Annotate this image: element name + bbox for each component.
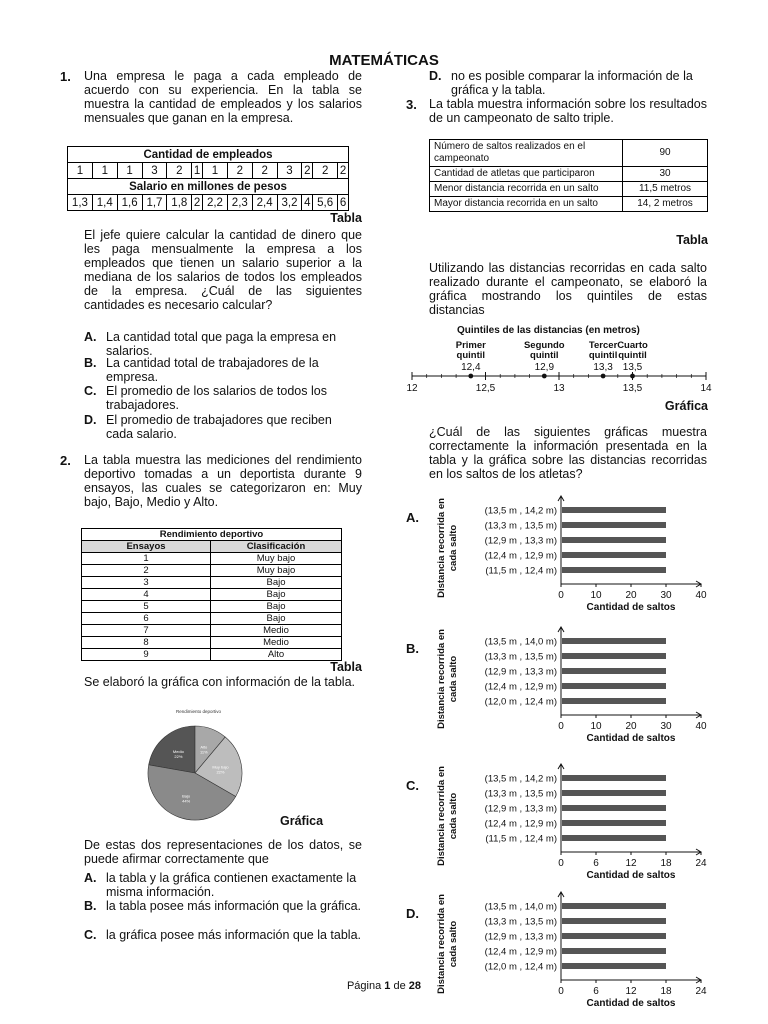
x-tick-label: 30 [660, 590, 672, 601]
category-label: (12,4 m , 12,9 m) [484, 946, 557, 958]
page-footer [0, 980, 768, 992]
answer-option [84, 928, 362, 942]
pie-chart [140, 703, 280, 828]
slice-label: Alto [200, 744, 208, 750]
answer-option [84, 356, 362, 384]
quintile-name-part: Segundo [523, 340, 565, 351]
table-cell: 1,4 [92, 195, 117, 211]
bar [562, 820, 666, 826]
category-label: (13,5 m , 14,0 m) [484, 901, 557, 913]
y-axis-title-group [436, 894, 459, 994]
table-row [430, 167, 708, 182]
table-cell: Mayor distancia recorrida en un salto [430, 197, 623, 212]
question-stem: La tabla muestra información sobre los resultados de un campeonato de salto triple. [429, 97, 707, 125]
table-caption: Tabla [330, 211, 362, 225]
table-header: Salario en millones de pesos [68, 179, 349, 195]
table-cell: Medio [211, 625, 342, 637]
table-cell: Muy bajo [211, 553, 342, 565]
point-label: 13,5 [622, 362, 643, 373]
quintile-name [524, 340, 565, 361]
quintile-name-part: Tercer [588, 340, 618, 351]
bar [562, 683, 666, 689]
category-label: (13,5 m , 14,2 m) [484, 773, 557, 785]
table-cell: 1,3 [68, 195, 93, 211]
table-cell: 3 [142, 163, 167, 179]
table-row [68, 195, 349, 211]
table-cell: 2 [313, 163, 338, 179]
bar [562, 963, 666, 969]
question-stem: La tabla muestra las mediciones del rendimiento deportivo tomadas a un deportista durante 9 ensayos, las cuales se categorizaron en: Muy bajo, Bajo, Medio y Alto. [84, 453, 362, 509]
y-axis-title: Distancia recorrida en [436, 766, 447, 866]
y-axis-title: cada salto [448, 655, 459, 703]
quintile-name [617, 340, 648, 361]
graph-caption: Gráfica [664, 399, 708, 413]
x-tick-label: 12 [625, 858, 637, 869]
table-cell: 2 [82, 565, 211, 577]
category-label: (12,0 m , 12,4 m) [484, 961, 557, 973]
answer-option [84, 330, 362, 358]
table-cell: 90 [623, 140, 708, 167]
option-text: la tabla posee más información que la gráfica. [106, 899, 362, 913]
x-tick-label: 10 [590, 721, 602, 732]
employees-table [67, 146, 349, 211]
x-axis-title: Cantidad de saltos [586, 998, 676, 1008]
quintile-name-part: quintil [588, 350, 618, 361]
quintile-point [601, 374, 606, 379]
graph-intro: Utilizando las distancias recorridas en cada salto realizado durante el campeonato, se elaboró la gráfica mostrando los quintiles de estas distancias [429, 261, 707, 317]
quintile-name [589, 340, 618, 361]
question-prompt: El jefe quiere calcular la cantidad de dinero que les paga mensualmente la empresa a los empleados que tienen un salario superior a la mediana de los salarios de todos los empleados de la empresa. ¿Cuál de las siguientes cantidades es necesario calcular? [84, 228, 362, 312]
bar [562, 507, 666, 513]
answer-option [429, 69, 707, 97]
category-label: (13,5 m , 14,2 m) [484, 505, 557, 517]
footer-prefix: Página [346, 980, 385, 992]
table-row [430, 182, 708, 197]
table-cell: 3,2 [277, 195, 302, 211]
point-label: 13,3 [593, 362, 613, 373]
table-cell: 6 [338, 195, 349, 211]
slice-label: Bajo [182, 793, 191, 799]
y-axis-title: Distancia recorrida en [436, 629, 447, 729]
category-label: (12,9 m , 13,3 m) [484, 535, 557, 547]
table-cell: 1 [82, 553, 211, 565]
table-row [82, 625, 342, 637]
bar [562, 698, 666, 704]
quintile-point [542, 374, 547, 379]
table-cell: 1 [192, 163, 203, 179]
bar [562, 903, 666, 909]
y-axis-title: cada salto [448, 524, 459, 572]
table-cell: Cantidad de atletas que participaron [430, 167, 623, 182]
slice-value: 22% [216, 769, 225, 775]
slice-value: 22% [174, 754, 183, 760]
x-tick-label: 12 [625, 986, 637, 997]
table-row [82, 565, 342, 577]
x-tick-label: 6 [593, 858, 599, 869]
option-text: La cantidad total que paga la empresa en salarios. [106, 330, 337, 358]
y-axis-title: cada salto [448, 920, 459, 968]
bar [562, 933, 666, 939]
bar [562, 552, 666, 558]
table-cell: 1 [92, 163, 117, 179]
quintile-name-part: Cuarto [617, 340, 648, 351]
bar [562, 948, 666, 954]
table-cell: Muy bajo [211, 565, 342, 577]
x-tick-label: 6 [593, 986, 599, 997]
category-label: (11,5 m , 12,4 m) [485, 565, 557, 577]
table-cell: 6 [82, 613, 211, 625]
table-cell: 1,7 [142, 195, 167, 211]
option-text: no es posible comparar la información de la gráfica y la tabla. [451, 69, 693, 97]
x-tick-label: 18 [660, 858, 672, 869]
chart-title: Rendimiento deportivo [176, 709, 222, 714]
table-cell: Bajo [211, 589, 342, 601]
table-caption: Tabla [330, 660, 362, 674]
question-stem: Una empresa le paga a cada empleado de acuerdo con su experiencia. En la tabla se muestra la cantidad de empleados y los salarios mensuales que ganan en la empresa. [84, 69, 362, 125]
bar [562, 790, 666, 796]
category-label: (13,3 m , 13,5 m) [484, 788, 557, 800]
table-row [82, 637, 342, 649]
bar-chart [428, 756, 728, 880]
category-label: (12,4 m , 12,9 m) [484, 681, 557, 693]
table-row [68, 163, 349, 179]
table-cell: 2,2 [203, 195, 228, 211]
option-letter: A. [406, 510, 419, 525]
bar [562, 668, 666, 674]
answer-option [84, 871, 362, 899]
table-row [82, 577, 342, 589]
table-title: Rendimiento deportivo [82, 529, 342, 541]
page-number: 1 [384, 980, 391, 992]
column-header: Ensayos [82, 541, 211, 553]
table-row [430, 197, 708, 212]
question-number: 3. [406, 97, 417, 112]
option-text: El promedio de los salarios de todos los trabajadores. [106, 384, 327, 412]
bar-chart [428, 488, 728, 612]
bar [562, 835, 666, 841]
bar [562, 638, 666, 644]
question-number: 2. [60, 453, 71, 468]
quintile-name-part: quintil [618, 350, 647, 361]
x-tick-label: 24 [695, 858, 707, 869]
x-tick-label: 0 [558, 721, 564, 732]
x-axis-title: Cantidad de saltos [586, 733, 676, 743]
table-row [82, 613, 342, 625]
option-letter: C. [84, 384, 97, 398]
table-row [82, 589, 342, 601]
slice-label: Muy bajo [212, 764, 229, 770]
bar [562, 918, 666, 924]
quintile-point [468, 374, 473, 379]
quintile-name [456, 340, 486, 361]
table-cell: 2 [252, 163, 277, 179]
option-text: la gráfica posee más información que la tabla. [106, 928, 362, 942]
option-text: la tabla y la gráfica contienen exactamente la misma información. [106, 871, 357, 899]
table-cell: 5,6 [313, 195, 338, 211]
slice-label: Medio [172, 749, 184, 755]
x-tick-label: 0 [558, 986, 564, 997]
table-cell: Número de saltos realizados en el campeonato [430, 140, 623, 167]
table-cell: Alto [211, 649, 342, 661]
table-cell: 1 [117, 163, 142, 179]
y-axis-title: Distancia recorrida en [436, 894, 447, 994]
y-axis-title-group [436, 766, 459, 866]
bar [562, 775, 666, 781]
x-axis-title: Cantidad de saltos [586, 602, 676, 612]
category-label: (13,3 m , 13,5 m) [484, 520, 557, 532]
table-cell: 2 [338, 163, 349, 179]
option-letter: C. [84, 928, 97, 942]
table-row [82, 649, 342, 661]
graph-caption: Gráfica [280, 814, 324, 828]
category-label: (12,9 m , 13,3 m) [484, 931, 557, 943]
table-caption: Tabla [676, 233, 708, 247]
table-cell: 11,5 metros [623, 182, 708, 197]
page-title: MATEMÁTICAS [329, 52, 439, 69]
table-row [430, 140, 708, 167]
x-tick-label: 0 [558, 858, 564, 869]
category-label: (13,5 m , 14,0 m) [484, 636, 557, 648]
tick-label: 12,5 [475, 383, 496, 394]
performance-table [81, 528, 342, 661]
bar [562, 522, 666, 528]
table-cell: 4 [302, 195, 313, 211]
y-axis-title: Distancia recorrida en [436, 498, 447, 598]
table-cell: 3 [82, 577, 211, 589]
jump-summary-table [429, 139, 708, 212]
slice-value: 11% [199, 749, 208, 755]
table-cell: 14, 2 metros [623, 197, 708, 212]
quintile-name-part: quintil [456, 350, 486, 361]
option-letter: D. [429, 69, 442, 83]
table-cell: 2 [167, 163, 192, 179]
category-label: (13,3 m , 13,5 m) [484, 651, 557, 663]
table-cell: Bajo [211, 601, 342, 613]
option-letter: A. [84, 871, 97, 885]
option-letter: B. [84, 356, 97, 370]
category-label: (13,3 m , 13,5 m) [484, 916, 557, 928]
y-axis-title-group [436, 498, 459, 598]
quintile-number-line [398, 320, 718, 400]
point-label: 12,9 [534, 362, 555, 373]
table-cell: 2 [302, 163, 313, 179]
answer-option [84, 899, 362, 913]
category-label: (12,0 m , 12,4 m) [484, 696, 557, 708]
option-text: La cantidad total de trabajadores de la empresa. [106, 356, 319, 384]
option-letter: B. [406, 641, 419, 656]
table-row [82, 601, 342, 613]
x-tick-label: 18 [660, 986, 672, 997]
x-tick-label: 10 [590, 590, 602, 601]
option-letter: A. [84, 330, 97, 344]
answer-option [84, 384, 362, 412]
x-tick-label: 40 [695, 590, 707, 601]
table-cell: 30 [623, 167, 708, 182]
y-axis-title-group [436, 629, 459, 729]
option-letter: C. [406, 778, 419, 793]
table-cell: 5 [82, 601, 211, 613]
table-cell: 2 [227, 163, 252, 179]
option-letter: D. [406, 906, 419, 921]
footer-mid: de [390, 980, 409, 992]
table-cell: 2,4 [252, 195, 277, 211]
quintile-point [630, 374, 635, 379]
y-axis-title: cada salto [448, 792, 459, 840]
x-tick-label: 20 [625, 590, 637, 601]
table-cell: 9 [82, 649, 211, 661]
tick-label: 13 [553, 383, 565, 394]
table-cell: 2 [192, 195, 203, 211]
option-text: El promedio de trabajadores que reciben cada salario. [106, 413, 332, 441]
graph-intro: Se elaboró la gráfica con información de la tabla. [84, 675, 355, 689]
table-cell: 8 [82, 637, 211, 649]
bar-chart [428, 619, 728, 743]
quintile-name-part: Primer [455, 340, 486, 351]
table-cell: Bajo [211, 613, 342, 625]
slice-value: 44% [182, 798, 191, 804]
question-prompt: De estas dos representaciones de los datos, se puede afirmar correctamente que [84, 838, 362, 866]
quintile-name-part: quintil [530, 350, 559, 361]
question-number: 1. [60, 69, 71, 84]
table-cell: 1,8 [167, 195, 192, 211]
option-letter: B. [84, 899, 97, 913]
point-label: 12,4 [461, 362, 481, 373]
tick-label: 14 [700, 383, 712, 394]
x-tick-label: 0 [558, 590, 564, 601]
table-cell: 2,3 [227, 195, 252, 211]
x-tick-label: 30 [660, 721, 672, 732]
x-tick-label: 20 [625, 721, 637, 732]
bar [562, 805, 666, 811]
table-cell: Menor distancia recorrida en un salto [430, 182, 623, 197]
x-tick-label: 40 [695, 721, 707, 732]
tick-label: 13,5 [622, 383, 643, 394]
table-header: Cantidad de empleados [68, 147, 349, 163]
table-cell: Bajo [211, 577, 342, 589]
bar [562, 653, 666, 659]
bar [562, 537, 666, 543]
category-label: (12,4 m , 12,9 m) [484, 550, 557, 562]
x-axis-title: Cantidad de saltos [586, 870, 676, 880]
chart-title: Quintiles de las distancias (en metros) [457, 325, 640, 336]
bar [562, 567, 666, 573]
table-cell: 4 [82, 589, 211, 601]
tick-label: 12 [406, 383, 418, 394]
table-cell: 1,6 [117, 195, 142, 211]
table-cell: Medio [211, 637, 342, 649]
x-tick-label: 24 [695, 986, 707, 997]
table-cell: 7 [82, 625, 211, 637]
page-total: 28 [408, 980, 422, 992]
category-label: (12,9 m , 13,3 m) [484, 666, 557, 678]
answer-option [84, 413, 362, 441]
column-header: Clasificación [211, 541, 342, 553]
category-label: (11,5 m , 12,4 m) [485, 833, 557, 845]
table-cell: 3 [277, 163, 302, 179]
table-cell: 1 [203, 163, 228, 179]
category-label: (12,4 m , 12,9 m) [484, 818, 557, 830]
option-letter: D. [84, 413, 97, 427]
table-cell: 1 [68, 163, 93, 179]
question-prompt: ¿Cuál de las siguientes gráficas muestra correctamente la información presentada en la tabla y la gráfica sobre las distancias recorridas en los saltos de los atletas? [429, 425, 707, 481]
table-row [82, 553, 342, 565]
category-label: (12,9 m , 13,3 m) [484, 803, 557, 815]
